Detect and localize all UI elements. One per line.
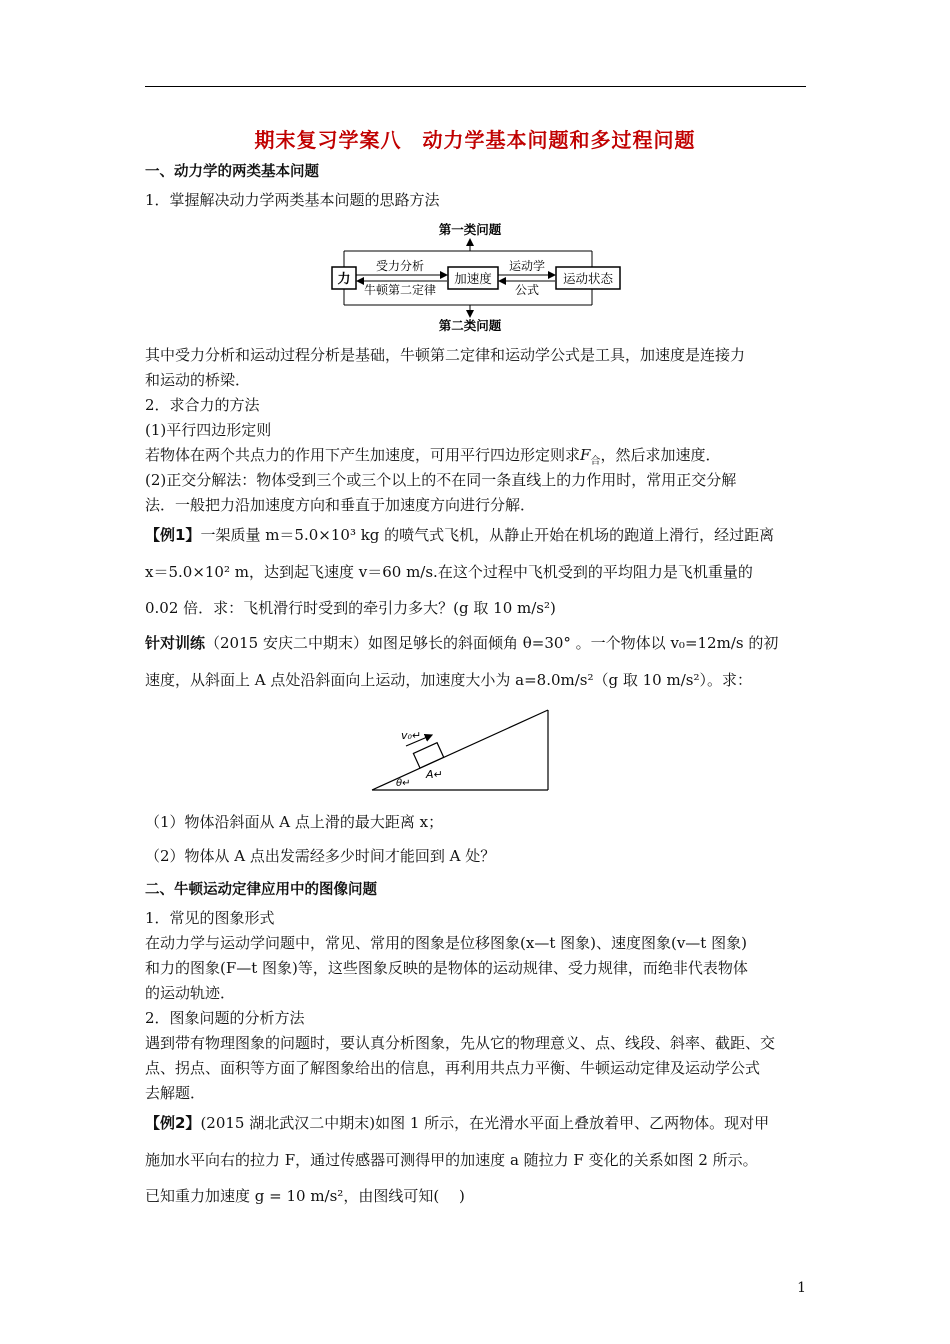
practice-text1: （2015 安庆二中期末）如图足够长的斜面倾角 θ=30° 。一个物体以 v₀=12m/s 的初 xyxy=(205,634,779,652)
section2-p1-line2: 和力的图象(F—t 图象)等，这些图象反映的是物体的运动规律、受力规律，而绝非代表物体 xyxy=(145,959,748,977)
diagram-bottom-label: 第二类问题 xyxy=(438,318,502,333)
sub2-line2: 法．一般把力沿加速度方向和垂直于加速度方向进行分解． xyxy=(145,496,536,514)
section1-item2: 2．求合力的方法 xyxy=(145,396,260,414)
dynamics-flow-diagram xyxy=(320,218,640,336)
section2-heading: 二、牛顿运动定律应用中的图像问题 xyxy=(145,882,377,898)
section1-item1: 1．掌握解决动力学两类基本问题的思路方法 xyxy=(145,191,440,209)
block-on-slope xyxy=(413,743,443,768)
sub1-text-a: 若物体在两个共点力的作用下产生加速度，可用平行四边形定则求 xyxy=(145,446,581,464)
point-a-label: A↵ xyxy=(426,768,443,781)
example2-tag: 【例2】 xyxy=(145,1114,201,1132)
box-motion-state-label: 运动状态 xyxy=(562,271,614,286)
sub1-text xyxy=(145,445,810,472)
example1-line2: x＝5.0×10² m，达到起飞速度 v＝60 m/s.在这个过程中飞机受到的平均阻力是飞机重量的 xyxy=(145,563,753,581)
para1-line1: 其中受力分析和运动过程分析是基础，牛顿第二定律和运动学公式是工具，加速度是连接力 xyxy=(145,346,746,364)
page-title: 期末复习学案八 动力学基本问题和多过程问题 xyxy=(254,128,696,152)
arrow1-bottom-label: 牛顿第二定律 xyxy=(363,283,437,297)
practice-line2: 速度，从斜面上 A 点处沿斜面向上运动，加速度大小为 a=8.0m/s²（g 取 10 m/s²）。求： xyxy=(145,671,752,689)
example2-text1: (2015 湖北武汉二中期末)如图 1 所示，在光滑水平面上叠放着甲、乙两物体。现对甲 xyxy=(200,1114,770,1132)
section1-heading: 一、动力学的两类基本问题 xyxy=(145,164,319,180)
diagram-top-label: 第一类问题 xyxy=(438,222,502,237)
para1-line2: 和运动的桥梁． xyxy=(145,371,251,389)
section2-item1: 1．常见的图象形式 xyxy=(145,909,275,927)
section2-p2-line2: 点、拐点、面积等方面了解图象给出的信息，再利用共点力平衡、牛顿运动定律及运动学公式 xyxy=(145,1059,761,1077)
arrow1-top-label: 受力分析 xyxy=(375,259,425,273)
box-acceleration-label: 加速度 xyxy=(454,271,492,286)
header-rule xyxy=(145,86,806,87)
sub1-force-symbol: F xyxy=(580,446,591,464)
practice-line1 xyxy=(145,633,810,653)
page-number: 1 xyxy=(797,1280,806,1296)
arrow2-bottom-label: 公式 xyxy=(514,283,540,297)
section2-p1-line1: 在动力学与运动学问题中，常见、常用的图象是位移图象(x—t 图象)、速度图象(v—t 图象) xyxy=(145,934,747,952)
practice-q1: （1）物体沿斜面从 A 点上滑的最大距离 x； xyxy=(145,813,444,831)
section2-p2-line1: 遇到带有物理图象的问题时，要认真分析图象，先从它的物理意义、点、线段、斜率、截距、交 xyxy=(145,1034,776,1052)
section2-p1-line3: 的运动轨迹． xyxy=(145,984,236,1002)
practice-q2: （2）物体从 A 点出发需经多少时间才能回到 A 处？ xyxy=(145,847,496,865)
arrow2-top-label: 运动学 xyxy=(508,259,546,273)
sub2-line1: (2)正交分解法：物体受到三个或三个以上的不在同一条直线上的力作用时，常用正交分解 xyxy=(145,471,737,489)
sub1-heading: (1)平行四边形定则 xyxy=(145,421,272,439)
example2-line2: 施加水平向右的拉力 F，通过传感器可测得甲的加速度 a 随拉力 F 变化的关系如图 2 所示。 xyxy=(145,1151,758,1169)
example1-tag: 【例1】 xyxy=(145,526,201,544)
example2-line3: 已知重力加速度 g = 10 m/s²，由图线可知( ) xyxy=(145,1187,465,1205)
velocity-label: v₀↵ xyxy=(401,729,422,742)
example1-line1 xyxy=(145,525,810,545)
box-force-label: 力 xyxy=(337,272,351,287)
example1-line3: 0.02 倍．求：飞机滑行时受到的牵引力多大？(g 取 10 m/s²) xyxy=(145,599,556,617)
section2-item2: 2．图象问题的分析方法 xyxy=(145,1009,305,1027)
practice-tag: 针对训练 xyxy=(145,634,206,652)
incline-figure xyxy=(368,706,558,792)
angle-label: θ↵ xyxy=(396,778,411,789)
example1-text1: 一架质量 m＝5.0×10³ kg 的喷气式飞机，从静止开始在机场的跑道上滑行，经过距离 xyxy=(200,526,775,544)
sub1-text-b: ，然后求加速度． xyxy=(600,446,721,464)
section2-p2-line3: 去解题． xyxy=(145,1084,206,1102)
sub1-force-subscript: 合 xyxy=(590,456,601,467)
example2-line1 xyxy=(145,1113,810,1133)
